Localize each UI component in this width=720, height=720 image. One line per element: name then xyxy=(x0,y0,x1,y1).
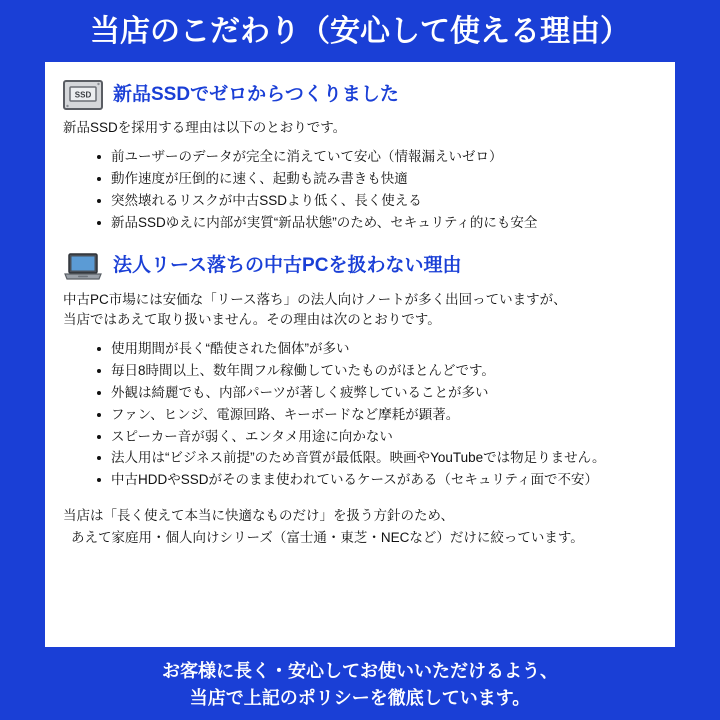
section-no-lease-pc xyxy=(63,250,657,492)
footer-line-1: お客様に長く・安心してお使いいただけるよう、 xyxy=(162,661,558,681)
list-item: 毎日8時間以上、数年間フル稼働していたものがほとんどです。 xyxy=(97,360,657,382)
section-title: 新品SSDでゼロからつくりました xyxy=(113,83,399,105)
closing-line-1: 当店は「長く使えて本当に快適なものだけ」を扱う方針のため、 xyxy=(63,508,454,524)
ssd-drive-icon xyxy=(63,78,103,112)
list-item: 新品SSDゆえに内部が実質“新品状態”のため、セキュリティ的にも安全 xyxy=(97,212,657,234)
bullet-list xyxy=(63,338,657,491)
footer-message xyxy=(0,658,720,712)
bullet-list xyxy=(63,146,657,233)
section-title: 法人リース落ちの中古PCを扱わない理由 xyxy=(113,255,462,277)
list-item: 中古HDDやSSDがそのまま使われているケースがある（セキュリティ面で不安） xyxy=(97,469,657,491)
closing-note xyxy=(63,505,657,550)
section-header xyxy=(63,78,657,112)
list-item: 動作速度が圧倒的に速く、起動も読み書きも快適 xyxy=(97,168,657,190)
list-item: ファン、ヒンジ、電源回路、キーボードなど摩耗が顕著。 xyxy=(97,404,657,426)
list-item: スピーカー音が弱く、エンタメ用途に向かない xyxy=(97,426,657,448)
section-lead-line-1: 中古PC市場には安価な「リース落ち」の法人向けノートが多く出回っていますが、 xyxy=(63,291,567,307)
list-item: 外観は綺麗でも、内部パーツが著しく疲弊していることが多い xyxy=(97,382,657,404)
laptop-icon xyxy=(63,250,103,284)
section-lead-line-2: 当店ではあえて取り扱いません。その理由は次のとおりです。 xyxy=(63,311,441,327)
section-lead: 新品SSDを採用する理由は以下のとおりです。 xyxy=(63,120,347,135)
svg-text:SSD: SSD xyxy=(74,90,92,100)
closing-line-2: あえて家庭用・個人向けシリーズ（富士通・東芝・NECなど）だけに絞っています。 xyxy=(71,530,584,546)
list-item: 使用期間が長く“酷使された個体”が多い xyxy=(97,338,657,360)
footer-line-2: 当店で上記のポリシーを徹底しています。 xyxy=(189,688,531,708)
section-new-ssd xyxy=(63,78,657,234)
section-header xyxy=(63,250,657,284)
section-lead xyxy=(63,290,657,331)
list-item: 突然壊れるリスクが中古SSDより低く、長く使える xyxy=(97,190,657,212)
list-item: 法人用は“ビジネス前提”のため音質が最低限。映画やYouTubeでは物足りません。 xyxy=(97,447,657,469)
list-item: 前ユーザーのデータが完全に消えていて安心（情報漏えいゼロ） xyxy=(97,146,657,168)
page-title: 当店のこだわり（安心して使える理由） xyxy=(90,15,630,48)
content-card xyxy=(45,62,675,647)
